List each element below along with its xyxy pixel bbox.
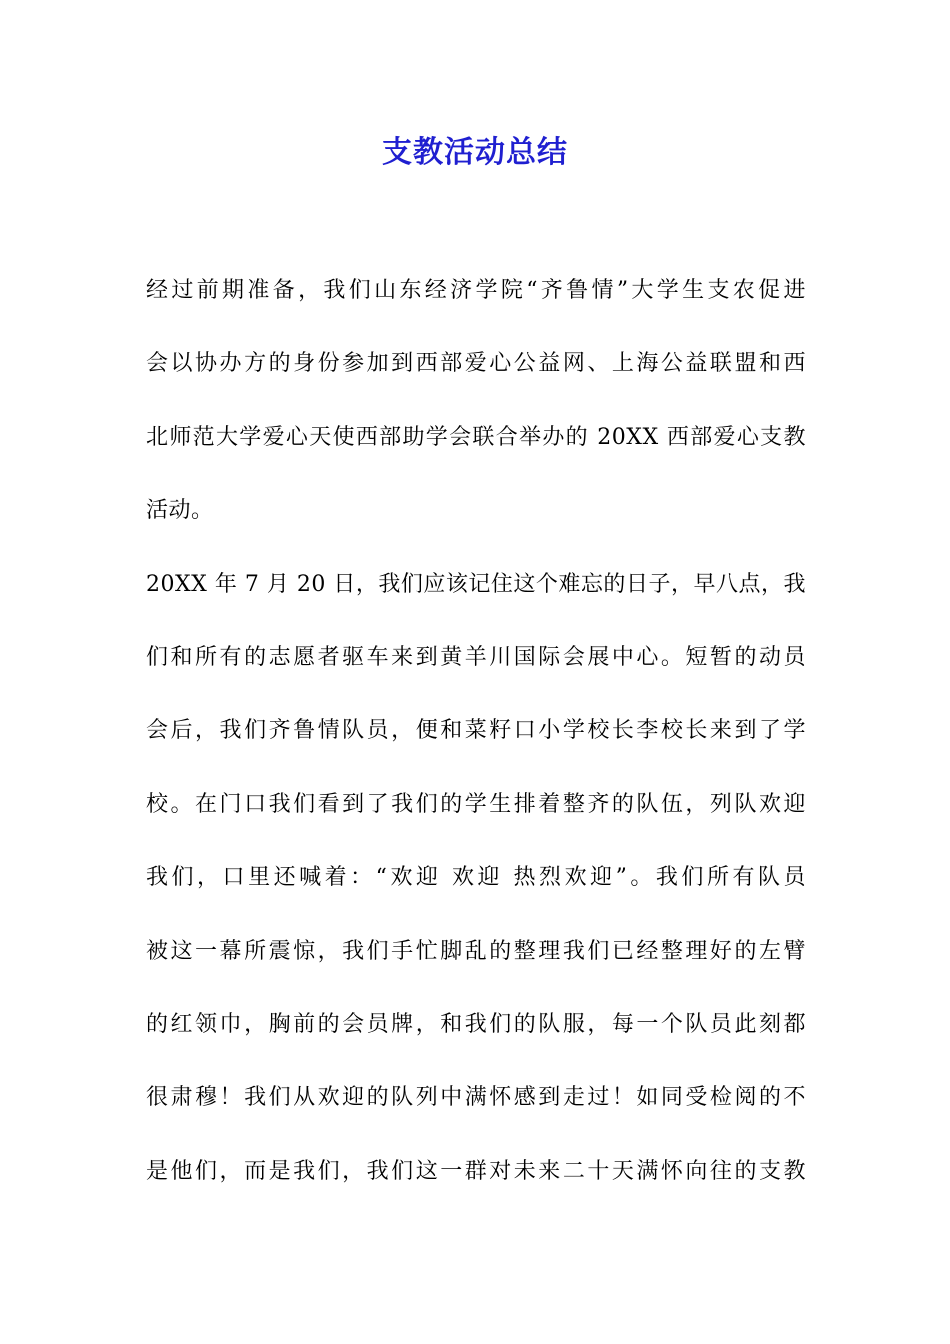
text-line: 会后，我们齐鲁情队员，便和菜籽口小学校长李校长来到了学 [146, 718, 806, 744]
text-line: 被这一幕所震惊，我们手忙脚乱的整理我们已经整理好的左臂 [146, 938, 806, 964]
text-line: 20XX 年 7 月 20 日，我们应该记住这个难忘的日子，早八点，我 [146, 571, 806, 597]
document-body [146, 254, 806, 1208]
paragraph-1 [146, 254, 806, 548]
text-line: 北师范大学爱心天使西部助学会联合举办的 20XX 西部爱心支教 [146, 424, 806, 450]
text-line: 会以协办方的身份参加到西部爱心公益网、上海公益联盟和西 [146, 351, 806, 377]
document-title: 支教活动总结 [382, 135, 568, 170]
text-line: 活动。 [146, 498, 214, 524]
text-line: 经过前期准备，我们山东经济学院“齐鲁情”大学生支农促进 [146, 278, 806, 303]
text-line: 们和所有的志愿者驱车来到黄羊川国际会展中心。短暂的动员 [146, 644, 806, 670]
paragraph-2 [146, 548, 806, 1209]
text-line: 是他们，而是我们，我们这一群对未来二十天满怀向往的支教 [146, 1158, 806, 1184]
text-line: 校。在门口我们看到了我们的学生排着整齐的队伍，列队欢迎 [146, 791, 806, 817]
text-line: 我们，口里还喊着：“欢迎 欢迎 热烈欢迎”。我们所有队员 [146, 865, 806, 891]
text-line: 的红领巾，胸前的会员牌，和我们的队服，每一个队员此刻都 [146, 1011, 806, 1037]
text-line: 很肃穆！我们从欢迎的队列中满怀感到走过！如同受检阅的不 [146, 1085, 806, 1111]
